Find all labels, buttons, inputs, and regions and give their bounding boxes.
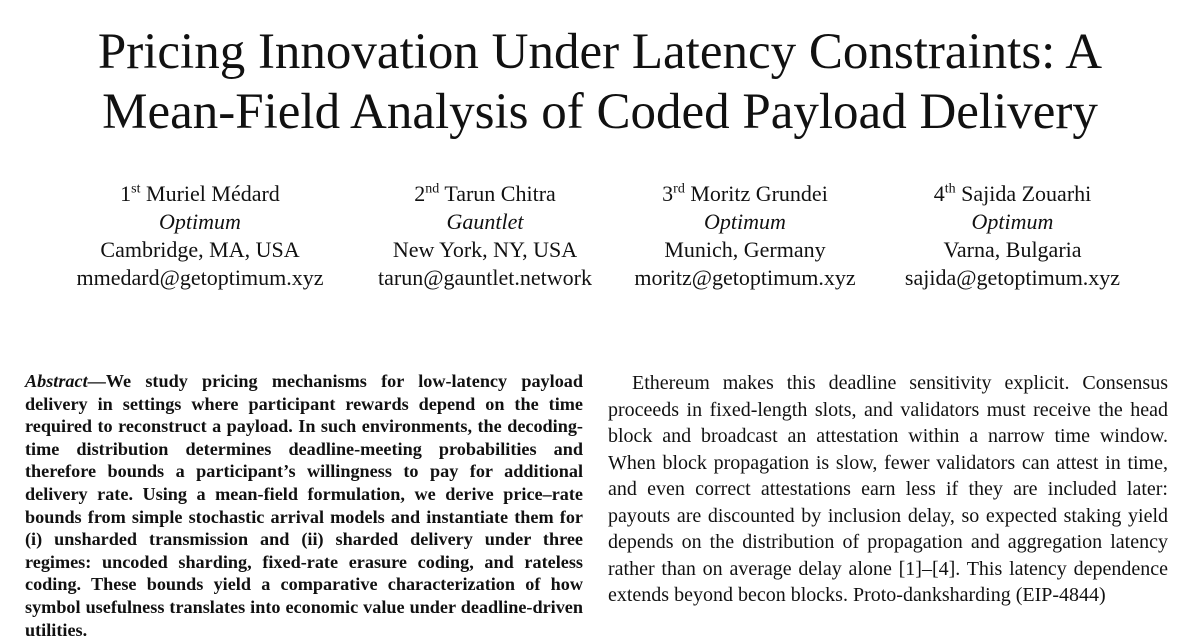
- author-email: mmedard@getoptimum.xyz: [76, 265, 324, 290]
- author-email: tarun@gauntlet.network: [378, 265, 592, 290]
- paper-title: [0, 22, 1200, 142]
- author-2: [360, 180, 610, 292]
- author-name: 1st Muriel Médard: [120, 181, 280, 206]
- author-location: New York, NY, USA: [392, 237, 578, 262]
- author-1: [70, 180, 330, 292]
- body-paragraph: Ethereum makes this deadline sensitivity explicit. Consensus proceeds in fixed-length slots, and validators must receive the head block and broadcast an attestation within a narrow time window. When block propagation is slow, fewer validators can attest in time, and even correct attestations earn less if they are included later: payouts are discounted by inclusion delay, so expected staking yield depends on the distribution of propagation and aggregation latency rather than on average delay alone [1]–[4]. This latency dependence extends beyond becon blocks. Proto-danksharding (EIP-4844): [608, 372, 1168, 606]
- author-email: sajida@getoptimum.xyz: [904, 265, 1121, 290]
- abstract: [25, 370, 583, 641]
- author-location: Varna, Bulgaria: [943, 237, 1082, 262]
- author-location: Munich, Germany: [664, 237, 826, 262]
- author-affiliation: Optimum: [971, 209, 1054, 234]
- abstract-text: —We study pricing mechanisms for low-latency payload delivery in settings where participant rewards depend on the time required to reconstruct a payload. In such environments, the decoding-time distribution determines deadline-meeting probabilities and therefore bounds a participant’s willingness to pay for additional delivery rate. Using a mean-field formulation, we derive price–rate bounds from simple stochastic arrival models and instantiate them for (i) unsharded transmission and (ii) sharded delivery under three regimes: uncoded sharding, fixed-rate erasure coding, and rateless coding. These bounds yield a comparative characterization of how symbol usefulness translates into economic value under deadline-driven utilities.: [25, 371, 583, 640]
- author-location: Cambridge, MA, USA: [100, 237, 300, 262]
- author-4: [895, 180, 1130, 292]
- title-line-1: Pricing Innovation Under Latency Constraints: A: [97, 24, 1103, 80]
- abstract-heading: Abstract: [25, 371, 88, 391]
- author-email: moritz@getoptimum.xyz: [634, 265, 856, 290]
- author-affiliation: Optimum: [704, 209, 786, 234]
- author-name: 4th Sajida Zouarhi: [933, 181, 1092, 206]
- author-name: 3rd Moritz Grundei: [662, 181, 828, 206]
- author-affiliation: Gauntlet: [446, 209, 524, 234]
- title-line-2: Mean-Field Analysis of Coded Payload Delivery: [102, 84, 1098, 140]
- author-name: 2nd Tarun Chitra: [414, 181, 556, 206]
- author-block: [0, 180, 1200, 300]
- author-affiliation: Optimum: [159, 209, 241, 234]
- author-3: [625, 180, 865, 292]
